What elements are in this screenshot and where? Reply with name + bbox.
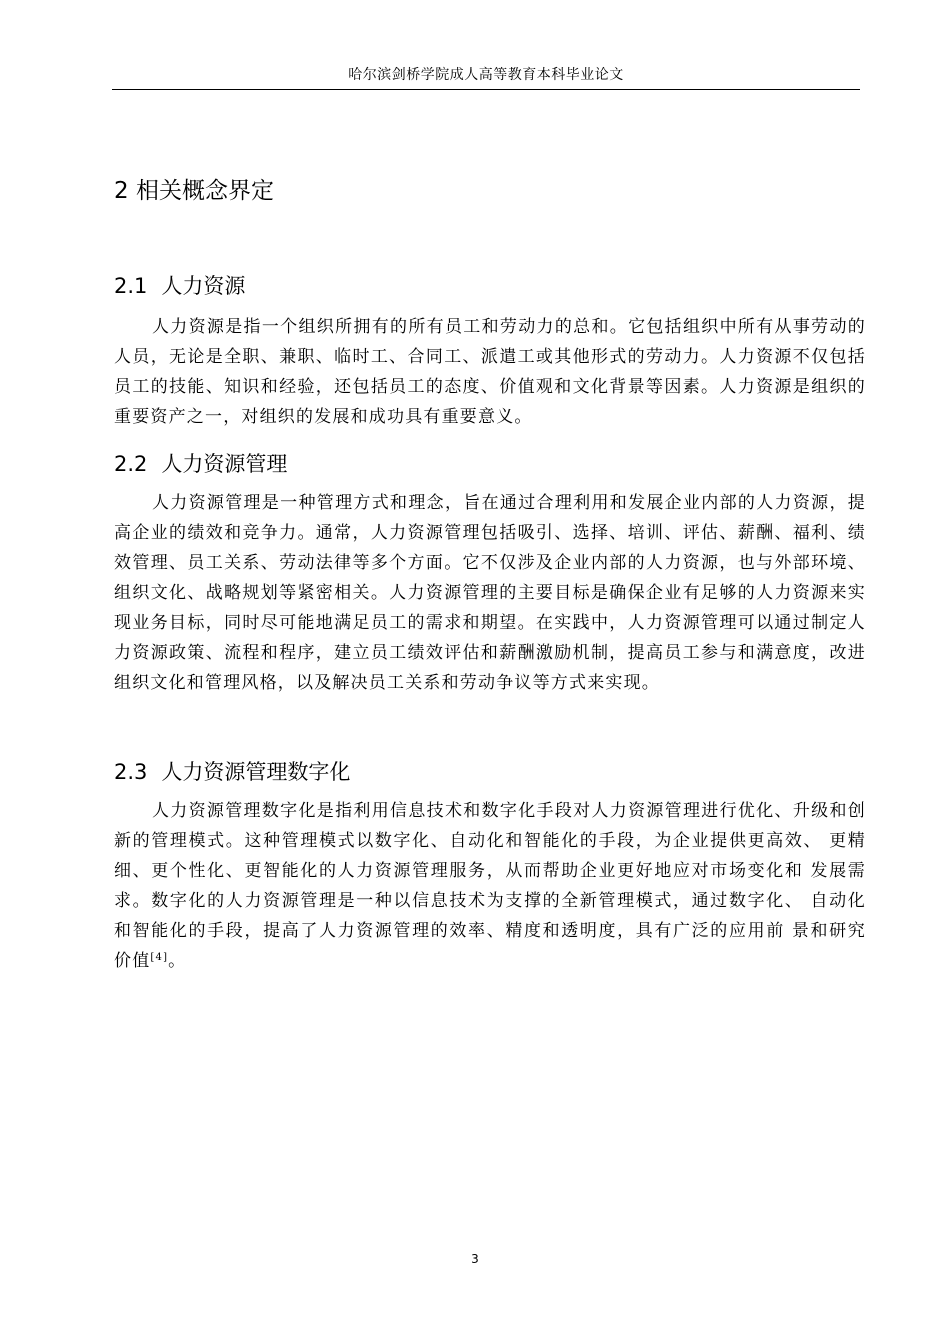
paragraph-end: 。 xyxy=(168,951,187,971)
paragraph-text: 人力资源管理数字化是指利用信息技术和数字化手段对人力资源管理进行优化、升级和创新的管理模式。这种管理模式以数字化、自动化和智能化的手段，为企业提供更高效、 更精细、更个性化、更智能化的人力资源管理服务，从而帮助企业更好地应对市场变化和 发展需求。数字化的人力资源管理是一种以信息技术为支撑的全新管理模式，通过数字化、 自动化和智能化的手段，提高了人力资源管理的效率、精度和透明度，具有广泛的应用前 景和研究价值 xyxy=(114,801,866,971)
section-paragraph-2-1: 人力资源是指一个组织所拥有的所有员工和劳动力的总和。它包括组织中所有从事劳动的人员，无论是全职、兼职、临时工、合同工、派遣工或其他形式的劳动力。人力资源不仅包括员工的技能、知识和经验，还包括员工的态度、价值观和文化背景等因素。人力资源是组织的重要资产之一，对组织的发展和成功具有重要意义。 xyxy=(114,317,866,427)
section-title: 人力资源管理 xyxy=(161,452,288,476)
section-number: 2.3 xyxy=(114,760,148,784)
header-divider xyxy=(112,89,860,90)
section-number: 2.2 xyxy=(114,452,148,476)
section-title: 人力资源管理数字化 xyxy=(161,760,351,784)
chapter-title: 2 相关概念界定 xyxy=(114,178,274,204)
section-heading-2-1 xyxy=(114,270,245,300)
section-title: 人力资源 xyxy=(161,274,246,298)
section-paragraph-2-2: 人力资源管理是一种管理方式和理念，旨在通过合理利用和发展企业内部的人力资源，提高企业的绩效和竞争力。通常，人力资源管理包括吸引、选择、培训、评估、薪酬、福利、绩效管理、员工关系、劳动法律等多个方面。它不仅涉及企业内部的人力资源，也与外部环境、组织文化、战略规划等紧密相关。人力资源管理的主要目标是确保企业有足够的人力资源来实现业务目标，同时尽可能地满足员工的需求和期望。在实践中，人力资源管理可以通过制定人力资源政策、流程和程序，建立员工绩效评估和薪酬激励机制，提高员工参与和满意度，改进组织文化和管理风格，以及解决员工关系和劳动争议等方式来实现。 xyxy=(114,493,866,693)
section-paragraph-2-3 xyxy=(114,796,866,976)
citation-reference[interactable]: [4] xyxy=(150,952,169,963)
page-number: 3 xyxy=(471,1252,479,1266)
section-heading-2-2 xyxy=(114,448,287,478)
section-number: 2.1 xyxy=(114,274,148,298)
section-heading-2-3 xyxy=(114,756,350,786)
running-header: 哈尔滨剑桥学院成人高等教育本科毕业论文 xyxy=(348,67,624,83)
